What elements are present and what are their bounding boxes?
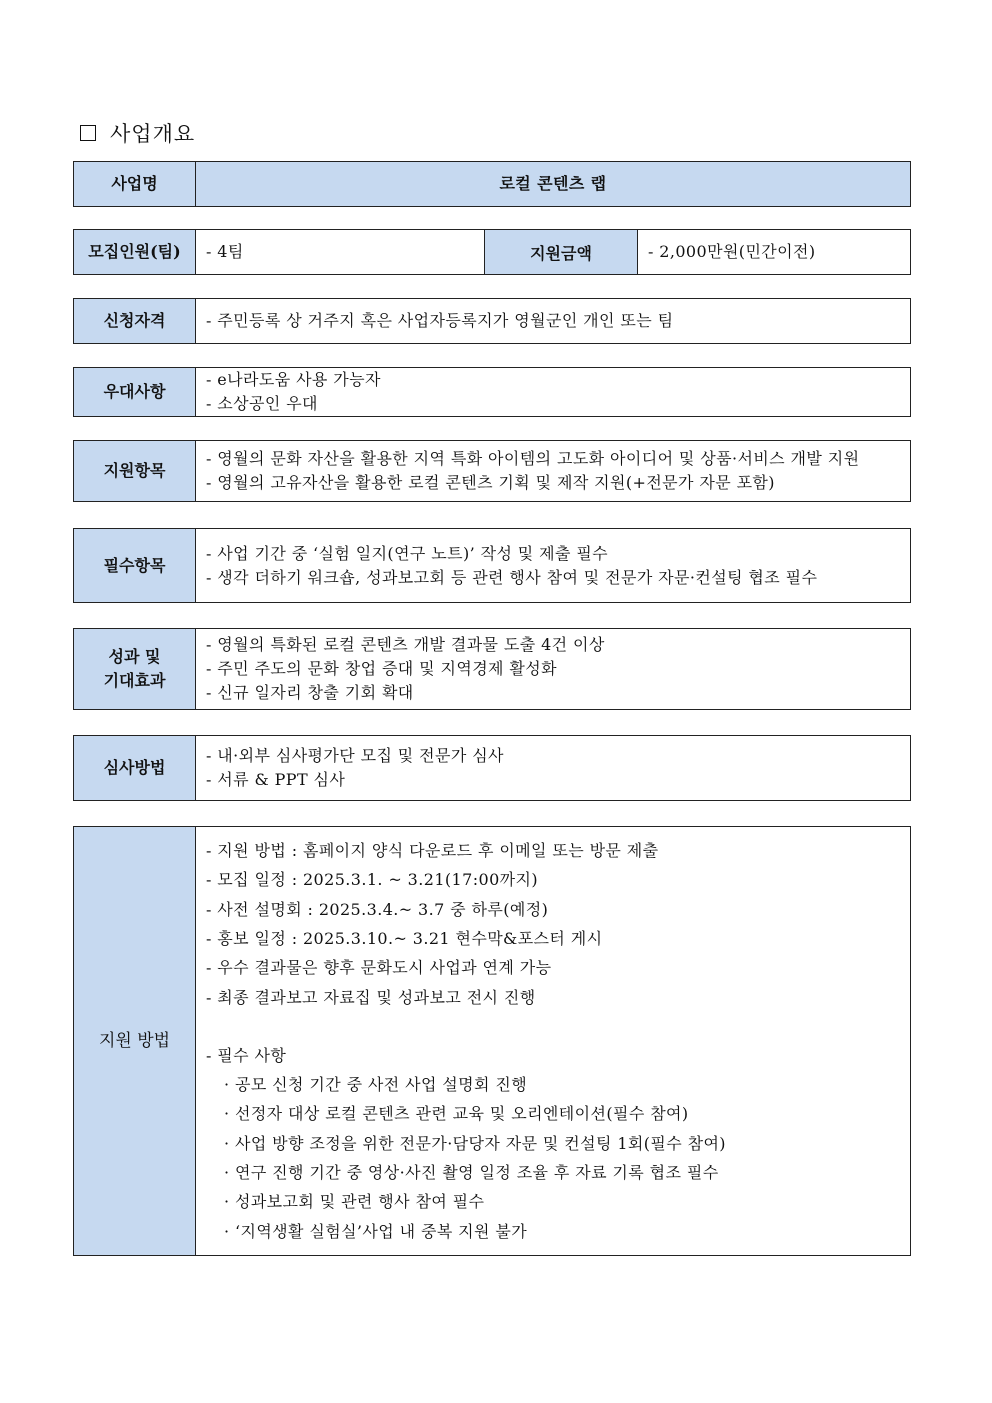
recruit-value: - 4팀 <box>206 242 244 261</box>
required-items-label: 필수항목 <box>74 529 196 602</box>
eligibility-line: - 주민등록 상 거주지 혹은 사업자등록지가 영월군인 개인 또는 팀 <box>206 311 674 330</box>
review-value <box>196 736 910 800</box>
apply-line: - 최종 결과보고 자료집 및 성과보고 전시 진행 <box>206 987 536 1007</box>
outcomes-line: - 영월의 특화된 로컬 콘텐츠 개발 결과물 도출 4건 이상 <box>206 635 605 654</box>
apply-label: 지원 방법 <box>74 827 196 1255</box>
outcomes-line: - 주민 주도의 문화 창업 증대 및 지역경제 활성화 <box>206 659 557 678</box>
preference-row <box>73 367 911 417</box>
eligibility-label: 신청자격 <box>74 299 196 343</box>
apply-line: - 모집 일정 : 2025.3.1. ~ 3.21(17:00까지) <box>206 870 539 890</box>
support-items-row <box>73 440 911 502</box>
review-row <box>73 735 911 801</box>
section-heading <box>80 118 195 148</box>
outcomes-value <box>196 629 910 709</box>
business-name-value: 로컬 콘텐츠 랩 <box>196 162 910 206</box>
recruit-row <box>73 229 911 275</box>
support-items-line: - 영월의 고유자산을 활용한 로컬 콘텐츠 기획 및 제작 지원(+전문가 자문 포함) <box>206 473 775 492</box>
apply-required-bullet: · 공모 신청 기간 중 사전 사업 설명회 진행 <box>224 1075 528 1095</box>
apply-line: - 사전 설명회 : 2025.3.4.~ 3.7 중 하루(예정) <box>206 899 549 919</box>
review-line: - 내·외부 심사평가단 모집 및 전문가 심사 <box>206 746 504 765</box>
apply-line: - 지원 방법 : 홈페이지 양식 다운로드 후 이메일 또는 방문 제출 <box>206 841 659 861</box>
preference-value <box>196 368 910 416</box>
recruit-label: 모집인원(팀) <box>74 230 196 274</box>
review-line: - 서류 & PPT 심사 <box>206 770 346 789</box>
business-name-row <box>73 161 911 207</box>
apply-required-bullet: · 연구 진행 기간 중 영상·사진 촬영 일정 조율 후 자료 기록 협조 필수 <box>224 1163 719 1183</box>
outcomes-label <box>74 629 196 709</box>
support-items-label: 지원항목 <box>74 441 196 501</box>
checkbox-square-icon <box>80 125 96 141</box>
required-items-line: - 사업 기간 중 ‘실험 일지(연구 노트)’ 작성 및 제출 필수 <box>206 543 609 563</box>
apply-required-bullet: · ‘지역생활 실험실’사업 내 중복 지원 불가 <box>224 1221 528 1241</box>
amount-value: - 2,000만원(민간이전) <box>648 242 816 261</box>
required-items-value <box>196 529 910 602</box>
required-items-row <box>73 528 911 603</box>
required-items-line: - 생각 더하기 워크숍, 성과보고회 등 관련 행사 참여 및 전문가 자문·컨설팅 협조 필수 <box>206 567 818 587</box>
outcomes-line: - 신규 일자리 창출 기회 확대 <box>206 683 414 702</box>
outcomes-label-line: 기대효과 <box>103 671 166 690</box>
outcomes-row <box>73 628 911 710</box>
preference-line: - e나라도움 사용 가능자 <box>206 370 381 389</box>
preference-label: 우대사항 <box>74 368 196 416</box>
apply-required-bullet: · 사업 방향 조정을 위한 전문가·담당자 자문 및 컨설팅 1회(필수 참여) <box>224 1133 726 1153</box>
preference-line: - 소상공인 우대 <box>206 394 318 413</box>
business-name-label: 사업명 <box>74 162 196 206</box>
spacer <box>206 1012 900 1041</box>
apply-required-bullet: · 선정자 대상 로컬 콘텐츠 관련 교육 및 오리엔테이션(필수 참여) <box>224 1104 689 1124</box>
apply-required-bullet: · 성과보고회 및 관련 행사 참여 필수 <box>224 1192 485 1212</box>
apply-line: - 우수 결과물은 향후 문화도시 사업과 연계 가능 <box>206 958 552 978</box>
section-title: 사업개요 <box>110 122 196 146</box>
amount-label: 지원금액 <box>484 230 638 274</box>
support-items-value <box>196 441 910 501</box>
support-items-line: - 영월의 문화 자산을 활용한 지역 특화 아이템의 고도화 아이디어 및 상품·서비스 개발 지원 <box>206 449 860 468</box>
eligibility-value <box>196 299 910 343</box>
apply-row <box>73 826 911 1256</box>
apply-required-heading: - 필수 사항 <box>206 1045 287 1065</box>
eligibility-row <box>73 298 911 344</box>
outcomes-label-line: 성과 및 <box>108 647 161 666</box>
apply-value <box>196 827 910 1255</box>
review-label: 심사방법 <box>74 736 196 800</box>
apply-line: - 홍보 일정 : 2025.3.10.~ 3.21 현수막&포스터 게시 <box>206 928 603 948</box>
